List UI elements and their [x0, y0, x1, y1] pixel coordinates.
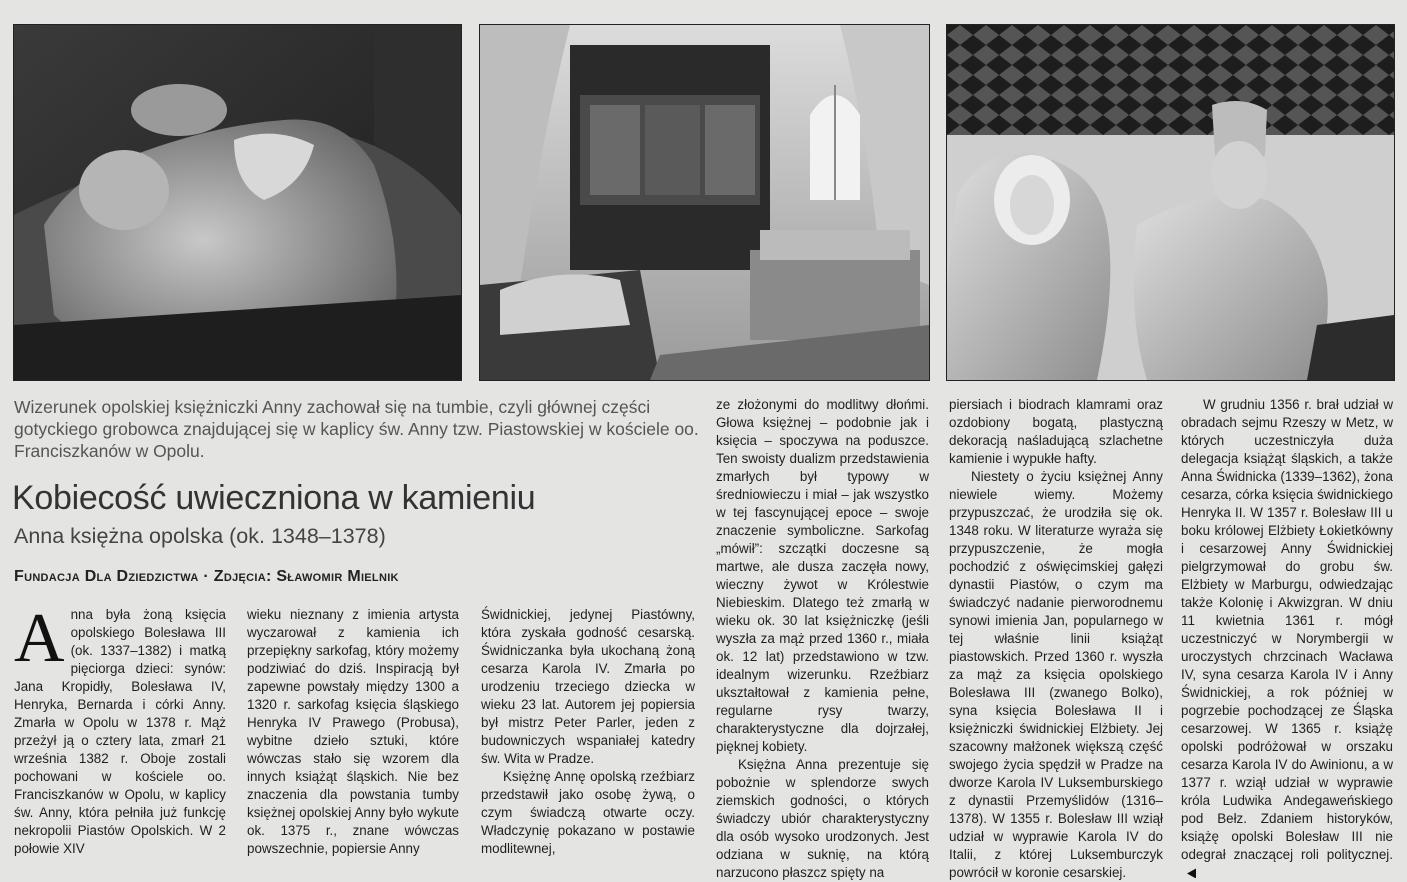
text-column-5: [949, 396, 1163, 882]
end-of-article-icon: [1187, 868, 1196, 878]
text-column-4: [716, 396, 929, 882]
paragraph: Niestety o życiu księżnej Anny niewiele wiemy. Możemy przypuszczać, że urodziła się ok. 1348 roku. W literaturze wyraża się przypuszczenie, że mogła pochodzić z oświęcimskiej gałęzi dynastii Piastów, o czym ma świadczyć nadanie pierworodnemu synowi imienia Jan, popularnego w tej właśnie linii książąt piastowskich. Przed 1360 r. wyszła za mąż za księcia opolskiego Bolesława III (zwanego Bolko), syna księcia Bolesława II i księżniczki świdnickiej Elżbiety. Jej szacowny małżonek większą część swojego życia spędził w Pradze na dworze Karola IV Luksemburskiego z dynastii Przemyślidów (1316–1378). W 1355 r. Bolesław III wziął udział w wyprawie Karola IV do Italii, z której Luksemburczyk powrócił w koronie cesarskiej.: [949, 469, 1163, 880]
paragraph: W grudniu 1356 r. brał udział w obradach sejmu Rzeszy w Metz, w których uczestniczyła duża delegacja książąt śląskich, a także Anna Świdnicka (1339–1362), żona cesarza, córka księcia świdnickiego Henryka II. W 1357 r. Bolesław III u boku królowej Elżbiety Łokietkówny i cesarzowej Anny Świdnickiej pielgrzymował do grobu św. Elżbiety w Marburgu, odwiedzając także Kolonię i Akwizgran. W dniu 11 kwietnia 1361 r. mógł uczestniczyć w Norymbergii w uroczystych chrzcinach Wacława IV, syna cesarza Karola IV i Anny Świdnickiej, a rok później w pogrzebie pochodzącej ze Śląska cesarzowej. W 1365 r. książę opolski podróżował w orszaku cesarza Karola IV do Awinionu, a w 1377 r. wziął udział w wyprawie króla Ludwika Andegaweńskiego pod Bełz. Zdaniem historyków, książę opolski Bolesław III nie odegrał znaczącej roli politycznej.: [1181, 397, 1393, 862]
couple-effigies-image: [947, 25, 1394, 380]
text-column-2: [247, 606, 459, 858]
effigy-closeup-image: [14, 25, 461, 380]
paragraph: Księżnę Annę opolską rzeźbiarz przedstawił jako osobę żywą, o czym świadczą otwarte oczy. Władczynię pokazano w postawie modlitewnej,: [481, 769, 695, 856]
photo-couple-effigies: [946, 24, 1395, 381]
text-column-3: [481, 606, 695, 858]
drop-cap: A: [14, 600, 65, 677]
paragraph: ze złożonymi do modlitwy dłońmi. Głowa księżnej – podobnie jak i księcia – spoczywa na poduszce. Ten swoisty dualizm przedstawienia zmarłych był typowy w średniowieczu i miał – jak wszystko w tej fascynującej epoce – swoje znaczenie symboliczne. Sarkofag „mówił”: szczątki doczesne są martwe, ale dusza zaczęła nowy, wieczny żywot w Królestwie Niebieskim. Dlatego też zmarłą w wieku ok. 30 lat księżniczkę (jeśli wyszła za mąż przed 1360 r., miała ok. 12 lat) przedstawiono w tzw. idealnym wizerunku. Rzeźbiarz ukształtował z kamienia pełne, regularne rysy twarzy, charakterystyczne dla dojrzałej, pięknej kobiety.: [716, 397, 929, 754]
photo-chapel-interior: [479, 24, 930, 381]
chapel-interior-image: [480, 25, 929, 380]
paragraph: piersiach i biodrach klamrami oraz ozdobiony bogatą, plastyczną dekoracją naśladującą szlachetne kamienie i wypukłe hafty.: [949, 397, 1163, 466]
photo-caption: Wizerunek opolskiej księżniczki Anny zachował się na tumbie, czyli głównej części gotyckiego grobowca znajdującej się w kaplicy św. Anny tzw. Piastowskiej w kościele oo. Franciszkanów w Opolu.: [14, 397, 699, 461]
paragraph: Świdnickiej, jedynej Piastówny, która zyskała godność cesarską. Świdniczanka była ukochaną żoną cesarza Karola IV. Zmarła po urodzeniu trzeciego dziecka w wieku 23 lat. Autorem jej popiersia był mistrz Peter Parler, jeden z budowniczych wspaniałej katedry św. Wita w Pradze.: [481, 607, 695, 766]
photo-tomb-effigy-closeup: [13, 24, 462, 381]
article-subtitle: Anna księżna opolska (ok. 1348–1378): [14, 524, 386, 548]
article-title: Kobiecość uwieczniona w kamieniu: [12, 479, 536, 517]
paragraph: wieku nieznany z imienia artysta wyczarował z kamienia ich przepiękny sarkofag, który możemy podziwiać do dziś. Inspiracją był zapewne powstały między 1300 a 1320 r. sarkofag księcia śląskiego Henryka IV Prawego (Probusa), wybitne dzieło sztuki, które wówczas stało się wzorem dla innych książąt śląskich. Nie bez znaczenia dla powstania tumby księżnej opolskiej Anny było wykute ok. 1375 r., znane wówczas powszechnie, popiersie Anny: [247, 607, 459, 856]
article-byline: Fundacja Dla Dziedzictwa · Zdjęcia: Sławomir Mielnik: [14, 568, 399, 585]
text-column-1: [14, 600, 226, 858]
paragraph: nna była żoną księcia opolskiego Bolesława III (ok. 1337–1382) i matką pięciorga dzieci: synów: Jana Kropidły, Bolesława IV, Henryka, Bernarda i córki Anny. Zmarła w Opolu w 1378 r. Mąż przeżył ją o cztery lata, zmarł 21 września 1382 r. Oboje zostali pochowani w kościele oo. Franciszkanów w Opolu, w kaplicy św. Anny, która pełniła już funkcję nekropolii Piastów Opolskich. W 2 połowie XIV: [14, 607, 226, 856]
text-column-6: [1181, 396, 1393, 882]
paragraph: Księżna Anna prezentuje się pobożnie w splendorze swych ziemskich godności, o których świadczy ubiór charakterystyczny dla osób wysoko urodzonych. Jest odziana w suknię, na którą narzucono płaszcz spięty na: [716, 757, 929, 880]
